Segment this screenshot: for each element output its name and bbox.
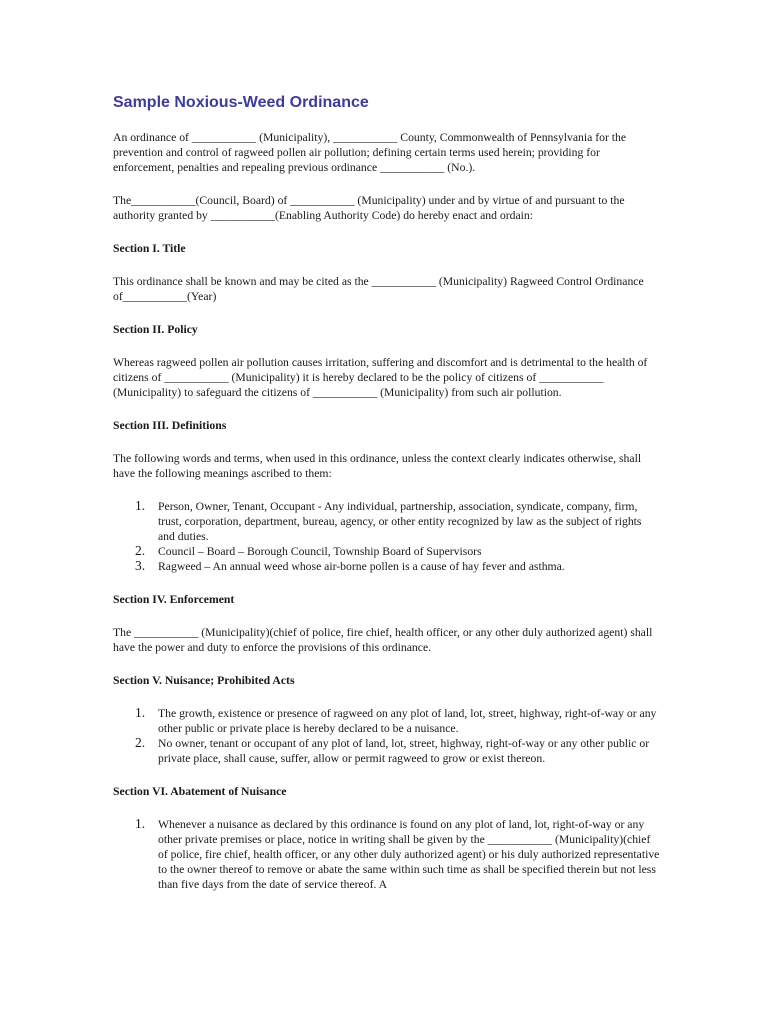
list-item <box>113 736 661 766</box>
list-item <box>113 817 661 892</box>
list-number: 1. <box>135 705 146 720</box>
list-number: 1. <box>135 498 146 513</box>
list-item <box>113 559 661 574</box>
list-item-text: No owner, tenant or occupant of any plot of land, lot, street, highway, right-of-way or any other public or private place, shall cause, suffer, allow or permit ragweed to grow or exist thereon. <box>158 737 650 765</box>
section-6-heading: Section VI. Abatement of Nuisance <box>113 785 287 798</box>
section-4-text: The ___________ (Municipality)(chief of police, fire chief, health officer, or any other duly authorized agent) shall have the power and duty to enforce the provisions of this ordinance. <box>113 626 653 654</box>
list-item-text: Whenever a nuisance as declared by this ordinance is found on any plot of land, lot, right-of-way or any other private premises or place, notice in writing shall be given by the ___________ (Municipality)(chief of police, fire chief, health officer, or any other duly authorized agent) or his duly authorized representative to the owner thereof to remove or abate the same within such time as shall be specified therein but not less than five days from the date of service thereof. A <box>158 818 660 891</box>
section-2-heading: Section II. Policy <box>113 323 198 336</box>
list-item <box>113 499 661 544</box>
section-3-heading: Section III. Definitions <box>113 419 227 432</box>
intro-paragraph: An ordinance of ___________ (Municipality), ___________ County, Commonwealth of Pennsylvania for the prevention and control of ragweed pollen air pollution; defining certain terms used herein; providing for enforcement, penalties and repealing previous ordinance ___________ (No.). <box>113 131 627 174</box>
document-body <box>113 93 661 910</box>
section-3-text: The following words and terms, when used in this ordinance, unless the context clearly indicates otherwise, shall have the following meanings ascribed to them: <box>113 452 642 480</box>
section-1-text: This ordinance shall be known and may be cited as the ___________ (Municipality) Ragweed Control Ordinance of___________(Year) <box>113 275 644 303</box>
list-item-text: Council – Board – Borough Council, Township Board of Supervisors <box>158 545 482 558</box>
document-title: Sample Noxious-Weed Ordinance <box>113 94 369 111</box>
abatement-list <box>113 817 661 892</box>
list-number: 2. <box>135 735 146 750</box>
definitions-list <box>113 499 661 574</box>
section-1-heading: Section I. Title <box>113 242 186 255</box>
list-number: 2. <box>135 543 146 558</box>
section-5-heading: Section V. Nuisance; Prohibited Acts <box>113 674 295 687</box>
list-item <box>113 544 661 559</box>
list-item-text: The growth, existence or presence of ragweed on any plot of land, lot, street, highway, right-of-way or any other public or private place is hereby declared to be a nuisance. <box>158 707 657 735</box>
section-2-text: Whereas ragweed pollen air pollution causes irritation, suffering and discomfort and is detrimental to the health of citizens of ___________ (Municipality) it is hereby declared to be the policy of citizens of ___________ (Municipality) to safeguard the citizens of ___________ (Municipality) from such air pollution. <box>113 356 648 399</box>
list-item <box>113 706 661 736</box>
list-item-text: Person, Owner, Tenant, Occupant - Any individual, partnership, association, syndicate, company, firm, trust, corporation, department, bureau, agency, or other entity recognized by law as the subject of rights and duties. <box>158 500 642 543</box>
list-number: 1. <box>135 816 146 831</box>
list-number: 3. <box>135 558 146 573</box>
section-4-heading: Section IV. Enforcement <box>113 593 235 606</box>
prohibited-acts-list <box>113 706 661 766</box>
enactment-paragraph: The___________(Council, Board) of ___________ (Municipality) under and by virtue of and pursuant to the authority granted by ___________(Enabling Authority Code) do hereby enact and ordain: <box>113 194 625 222</box>
list-item-text: Ragweed – An annual weed whose air-borne pollen is a cause of hay fever and asthma. <box>158 560 565 573</box>
